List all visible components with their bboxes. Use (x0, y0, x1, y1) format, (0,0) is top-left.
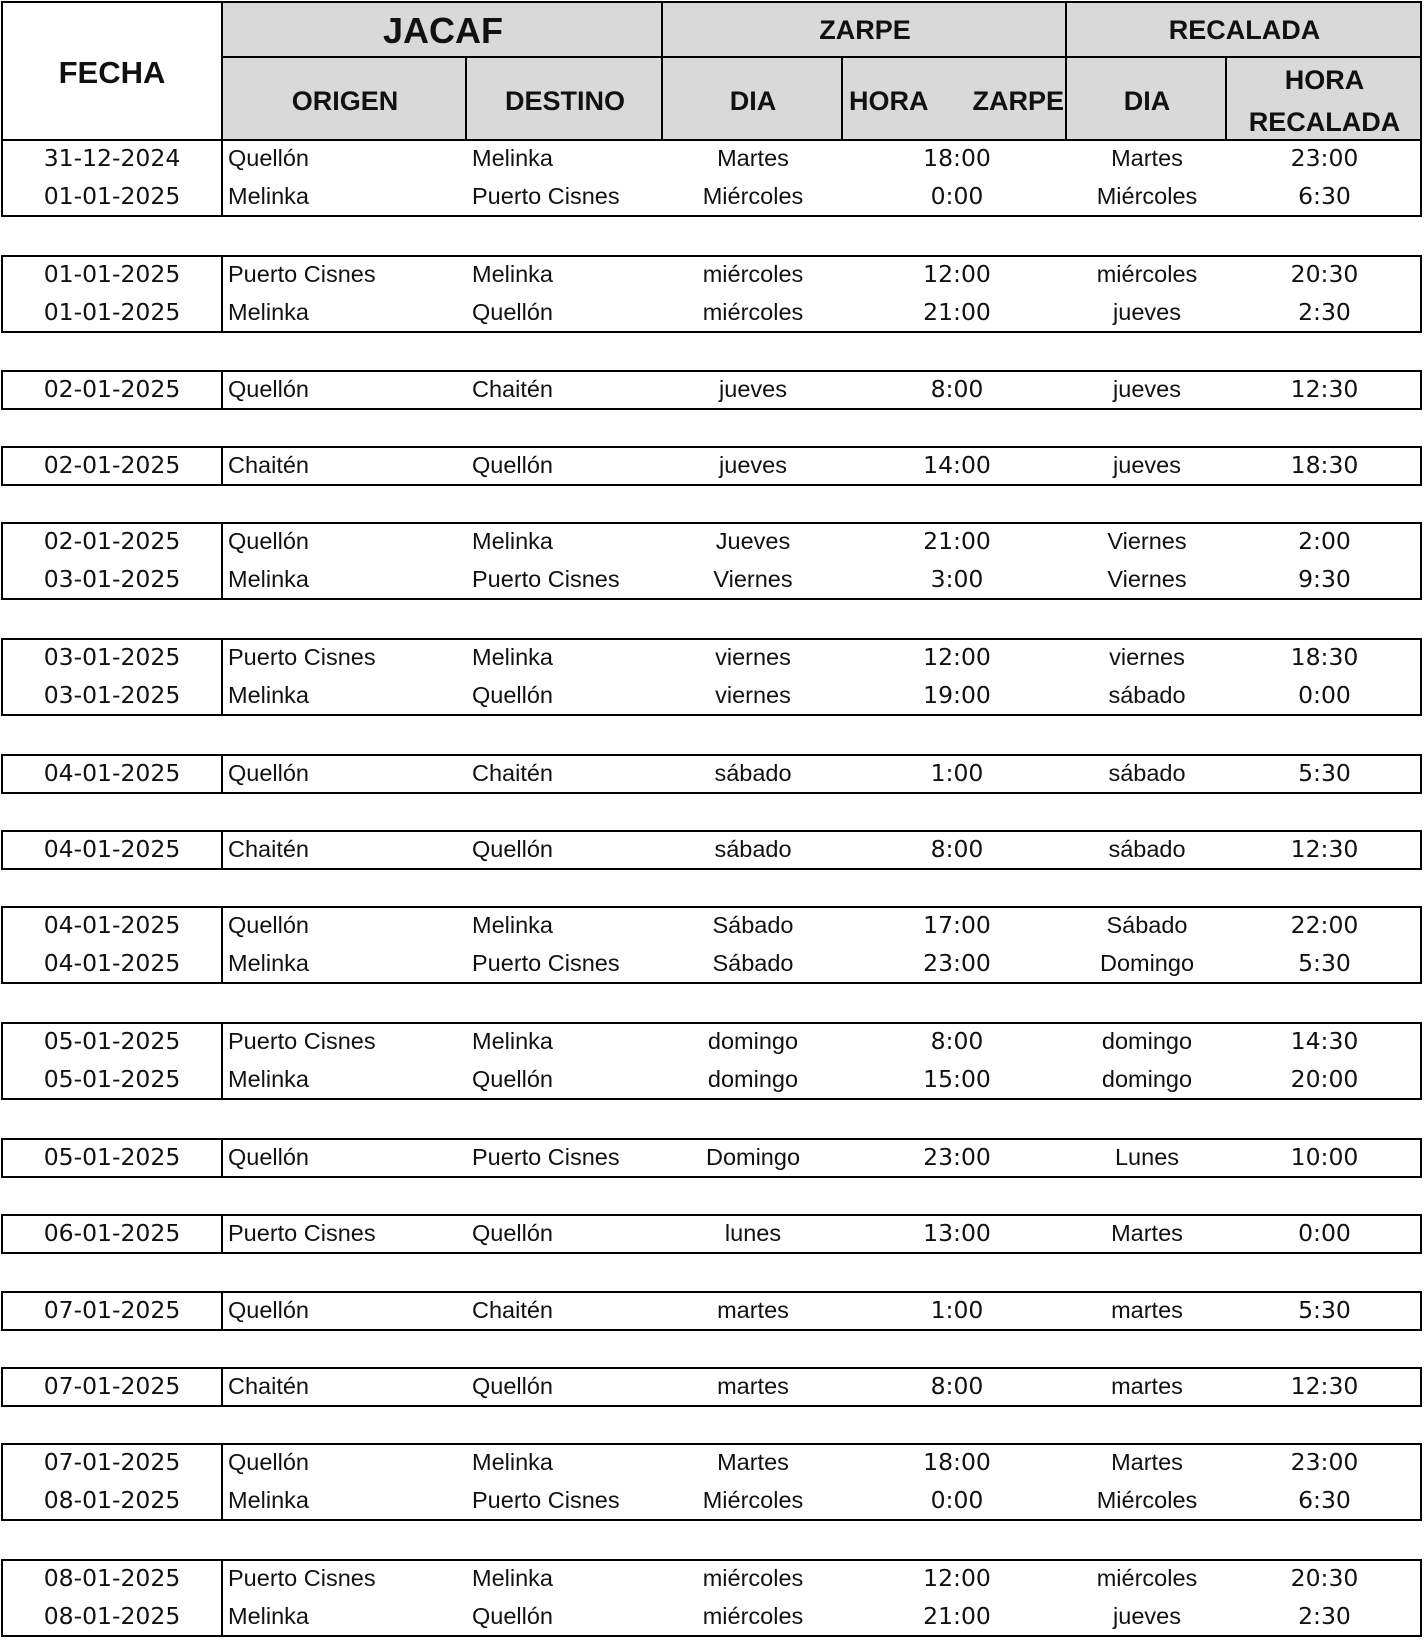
cell-destino: Quellón (472, 452, 553, 479)
cell-dia-recalada: Martes (1111, 1220, 1183, 1247)
cell-dia-recalada: Lunes (1114, 1144, 1180, 1171)
cell-dia-zarpe: miércoles (702, 1603, 804, 1630)
cell-hora-zarpe: 13:00 (923, 1219, 991, 1248)
cell-hora-recalada: 0:00 (1298, 1219, 1351, 1248)
cell-dia-zarpe: Martes (717, 145, 789, 172)
cell-dia-zarpe: miércoles (702, 299, 804, 326)
cell-dia-recalada: Martes (1111, 145, 1183, 172)
cell-fecha: 04-01-2025 (43, 835, 181, 864)
cell-fecha: 03-01-2025 (43, 681, 181, 710)
cell-hora-zarpe: 0:00 (930, 1486, 984, 1515)
cell-dia-zarpe: jueves (719, 452, 787, 479)
cell-destino: Quellón (472, 1220, 553, 1247)
header-title: JACAF (382, 10, 503, 51)
header-hora: HORA (849, 85, 929, 116)
cell-dia-zarpe: Sábado (712, 912, 794, 939)
cell-dia-recalada: Viernes (1107, 528, 1187, 555)
cell-hora-zarpe: 12:00 (923, 260, 991, 289)
cell-fecha: 04-01-2025 (43, 949, 181, 978)
cell-hora-recalada: 20:30 (1290, 1564, 1359, 1593)
cell-fecha: 07-01-2025 (43, 1448, 181, 1477)
cell-dia-recalada: jueves (1113, 299, 1181, 326)
cell-hora-recalada: 20:00 (1290, 1065, 1359, 1094)
cell-dia-zarpe: viernes (715, 682, 791, 709)
cell-dia-recalada: jueves (1113, 1603, 1181, 1630)
cell-hora-zarpe: 21:00 (923, 298, 991, 327)
cell-hora-recalada: 20:30 (1290, 260, 1359, 289)
cell-origen: Quellón (228, 1297, 309, 1324)
cell-origen: Quellón (228, 1144, 309, 1171)
header-hora-recalada-line2: RECALADA (1248, 106, 1401, 137)
cell-destino: Chaitén (472, 760, 553, 787)
cell-dia-recalada: Miércoles (1096, 183, 1198, 210)
cell-hora-recalada: 22:00 (1290, 911, 1359, 940)
cell-hora-recalada: 0:00 (1298, 681, 1351, 710)
cell-origen: Quellón (228, 760, 309, 787)
cell-hora-zarpe: 8:00 (930, 1027, 984, 1056)
cell-dia-recalada: Domingo (1099, 950, 1195, 977)
cell-hora-zarpe: 23:00 (923, 1143, 991, 1172)
cell-dia-zarpe: Miércoles (702, 1487, 804, 1514)
cell-dia-recalada: miércoles (1096, 261, 1198, 288)
cell-dia-zarpe: martes (717, 1373, 789, 1400)
header-dia-zarpe: DIA (729, 85, 777, 116)
cell-origen: Chaitén (228, 452, 309, 479)
cell-hora-zarpe: 8:00 (930, 835, 984, 864)
cell-fecha: 01-01-2025 (43, 298, 181, 327)
header-zarpe-sub: ZARPE (972, 85, 1064, 116)
cell-dia-recalada: Martes (1111, 1449, 1183, 1476)
header-destino: DESTINO (504, 85, 625, 116)
cell-hora-zarpe: 14:00 (923, 451, 991, 480)
header-fecha: FECHA (58, 54, 166, 90)
cell-destino: Quellón (472, 1603, 553, 1630)
cell-hora-zarpe: 15:00 (923, 1065, 991, 1094)
cell-fecha: 08-01-2025 (43, 1564, 181, 1593)
cell-dia-zarpe: domingo (707, 1028, 799, 1055)
cell-dia-zarpe: jueves (719, 376, 787, 403)
cell-dia-zarpe: Miércoles (702, 183, 804, 210)
cell-fecha: 05-01-2025 (43, 1143, 181, 1172)
cell-origen: Melinka (228, 183, 309, 210)
cell-hora-recalada: 23:00 (1290, 1448, 1359, 1477)
cell-destino: Puerto Cisnes (472, 1487, 620, 1514)
cell-hora-zarpe: 18:00 (923, 1448, 991, 1477)
cell-destino: Chaitén (472, 376, 553, 403)
cell-hora-recalada: 18:30 (1290, 643, 1359, 672)
cell-hora-zarpe: 3:00 (930, 565, 984, 594)
cell-dia-recalada: domingo (1101, 1066, 1193, 1093)
cell-hora-recalada: 2:30 (1298, 1602, 1351, 1631)
cell-destino: Quellón (472, 836, 553, 863)
cell-hora-recalada: 2:30 (1298, 298, 1351, 327)
cell-dia-recalada: jueves (1113, 376, 1181, 403)
cell-hora-recalada: 9:30 (1298, 565, 1351, 594)
cell-hora-zarpe: 12:00 (923, 643, 991, 672)
cell-dia-recalada: Viernes (1107, 566, 1187, 593)
cell-destino: Melinka (472, 1565, 553, 1592)
cell-origen: Puerto Cisnes (228, 1220, 376, 1247)
cell-dia-zarpe: Jueves (715, 528, 791, 555)
cell-dia-recalada: viernes (1109, 644, 1185, 671)
cell-dia-zarpe: Martes (717, 1449, 789, 1476)
cell-dia-zarpe: sábado (714, 760, 792, 787)
cell-hora-recalada: 6:30 (1298, 182, 1351, 211)
cell-dia-zarpe: Sábado (712, 950, 794, 977)
cell-destino: Puerto Cisnes (472, 566, 620, 593)
cell-destino: Quellón (472, 1373, 553, 1400)
cell-origen: Melinka (228, 1603, 309, 1630)
cell-origen: Melinka (228, 1066, 309, 1093)
cell-origen: Chaitén (228, 1373, 309, 1400)
cell-destino: Melinka (472, 1449, 553, 1476)
cell-hora-recalada: 6:30 (1298, 1486, 1351, 1515)
cell-hora-recalada: 10:00 (1290, 1143, 1359, 1172)
cell-dia-zarpe: miércoles (702, 1565, 804, 1592)
cell-dia-zarpe: martes (717, 1297, 789, 1324)
cell-fecha: 04-01-2025 (43, 759, 181, 788)
cell-dia-zarpe: sábado (714, 836, 792, 863)
cell-hora-zarpe: 21:00 (923, 527, 991, 556)
cell-fecha: 07-01-2025 (43, 1372, 181, 1401)
cell-origen: Puerto Cisnes (228, 1565, 376, 1592)
cell-fecha: 05-01-2025 (43, 1027, 181, 1056)
cell-hora-zarpe: 19:00 (923, 681, 991, 710)
cell-destino: Puerto Cisnes (472, 950, 620, 977)
cell-hora-zarpe: 1:00 (930, 759, 984, 788)
cell-destino: Melinka (472, 261, 553, 288)
cell-destino: Puerto Cisnes (472, 1144, 620, 1171)
cell-origen: Quellón (228, 912, 309, 939)
cell-hora-zarpe: 8:00 (930, 1372, 984, 1401)
cell-fecha: 07-01-2025 (43, 1296, 181, 1325)
cell-hora-recalada: 5:30 (1298, 1296, 1351, 1325)
cell-destino: Melinka (472, 1028, 553, 1055)
cell-origen: Puerto Cisnes (228, 261, 376, 288)
cell-hora-recalada: 5:30 (1298, 759, 1351, 788)
cell-origen: Quellón (228, 1449, 309, 1476)
cell-destino: Melinka (472, 644, 553, 671)
cell-fecha: 02-01-2025 (43, 375, 181, 404)
cell-origen: Puerto Cisnes (228, 1028, 376, 1055)
cell-dia-recalada: martes (1111, 1373, 1183, 1400)
cell-destino: Quellón (472, 299, 553, 326)
cell-hora-zarpe: 18:00 (923, 144, 991, 173)
cell-fecha: 03-01-2025 (43, 643, 181, 672)
cell-hora-zarpe: 12:00 (923, 1564, 991, 1593)
cell-origen: Melinka (228, 299, 309, 326)
cell-hora-zarpe: 1:00 (930, 1296, 984, 1325)
cell-hora-recalada: 23:00 (1290, 144, 1359, 173)
cell-fecha: 06-01-2025 (43, 1219, 181, 1248)
cell-hora-recalada: 12:30 (1290, 835, 1359, 864)
cell-fecha: 08-01-2025 (43, 1486, 181, 1515)
cell-hora-recalada: 12:30 (1290, 375, 1359, 404)
cell-dia-recalada: domingo (1101, 1028, 1193, 1055)
cell-origen: Melinka (228, 566, 309, 593)
cell-fecha: 02-01-2025 (43, 451, 181, 480)
cell-dia-zarpe: Viernes (713, 566, 793, 593)
cell-hora-recalada: 2:00 (1298, 527, 1351, 556)
cell-dia-zarpe: lunes (724, 1220, 782, 1247)
cell-destino: Melinka (472, 912, 553, 939)
cell-destino: Quellón (472, 1066, 553, 1093)
cell-fecha: 03-01-2025 (43, 565, 181, 594)
cell-fecha: 31-12-2024 (43, 144, 181, 173)
cell-dia-recalada: Miércoles (1096, 1487, 1198, 1514)
cell-origen: Quellón (228, 145, 309, 172)
cell-hora-zarpe: 23:00 (923, 949, 991, 978)
cell-origen: Quellón (228, 528, 309, 555)
cell-hora-recalada: 14:30 (1290, 1027, 1359, 1056)
header-hora-recalada-line1: HORA (1284, 64, 1365, 95)
cell-dia-recalada: sábado (1108, 682, 1186, 709)
header-origen: ORIGEN (291, 85, 399, 116)
cell-dia-recalada: jueves (1113, 452, 1181, 479)
cell-fecha: 01-01-2025 (43, 260, 181, 289)
cell-dia-recalada: martes (1111, 1297, 1183, 1324)
cell-hora-zarpe: 21:00 (923, 1602, 991, 1631)
cell-destino: Melinka (472, 145, 553, 172)
cell-fecha: 05-01-2025 (43, 1065, 181, 1094)
cell-dia-recalada: Sábado (1106, 912, 1188, 939)
cell-origen: Melinka (228, 950, 309, 977)
cell-dia-recalada: miércoles (1096, 1565, 1198, 1592)
header-zarpe: ZARPE (819, 14, 911, 45)
cell-destino: Puerto Cisnes (472, 183, 620, 210)
cell-origen: Melinka (228, 1487, 309, 1514)
cell-fecha: 02-01-2025 (43, 527, 181, 556)
cell-dia-zarpe: miércoles (702, 261, 804, 288)
header-dia-recalada: DIA (1123, 85, 1171, 116)
cell-fecha: 01-01-2025 (43, 182, 181, 211)
cell-fecha: 04-01-2025 (43, 911, 181, 940)
cell-destino: Melinka (472, 528, 553, 555)
cell-destino: Chaitén (472, 1297, 553, 1324)
cell-fecha: 08-01-2025 (43, 1602, 181, 1631)
cell-hora-recalada: 18:30 (1290, 451, 1359, 480)
cell-origen: Chaitén (228, 836, 309, 863)
cell-dia-recalada: sábado (1108, 836, 1186, 863)
cell-dia-zarpe: domingo (707, 1066, 799, 1093)
cell-dia-zarpe: Domingo (705, 1144, 801, 1171)
cell-origen: Melinka (228, 682, 309, 709)
header-recalada: RECALADA (1168, 14, 1321, 45)
cell-hora-recalada: 5:30 (1298, 949, 1351, 978)
cell-dia-recalada: sábado (1108, 760, 1186, 787)
cell-dia-zarpe: viernes (715, 644, 791, 671)
cell-origen: Quellón (228, 376, 309, 403)
cell-destino: Quellón (472, 682, 553, 709)
cell-hora-zarpe: 0:00 (930, 182, 984, 211)
cell-origen: Puerto Cisnes (228, 644, 376, 671)
cell-hora-zarpe: 8:00 (930, 375, 984, 404)
cell-hora-zarpe: 17:00 (923, 911, 991, 940)
cell-hora-recalada: 12:30 (1290, 1372, 1359, 1401)
